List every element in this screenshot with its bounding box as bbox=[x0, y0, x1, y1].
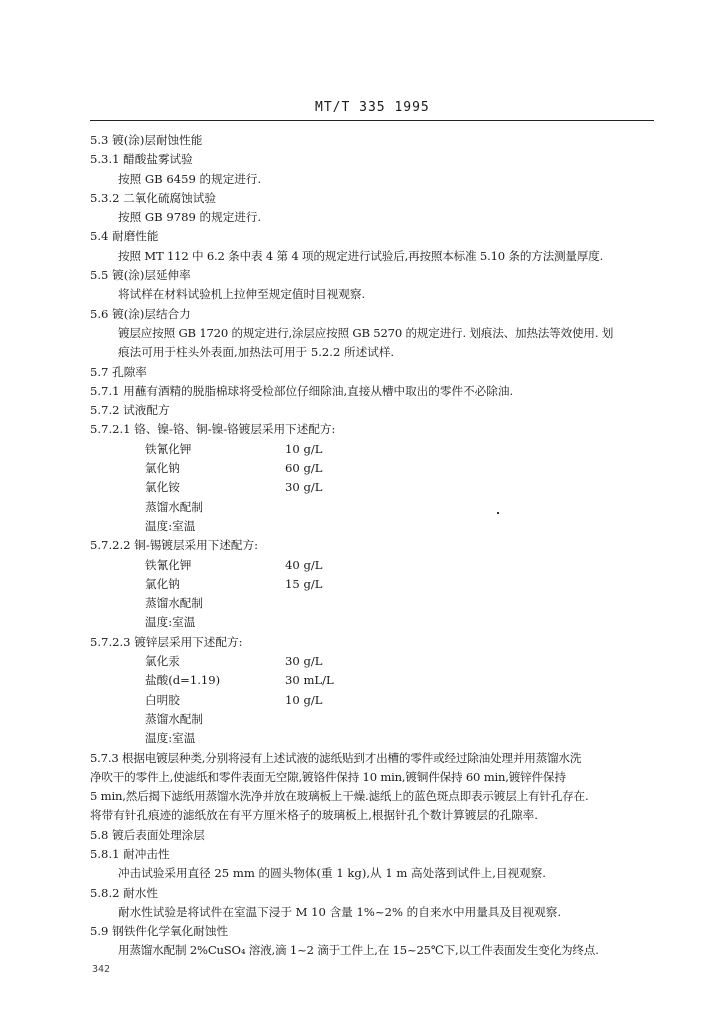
section-5-5-text: 将试样在材料试验机上拉伸至规定值时目视观察. bbox=[118, 287, 366, 302]
recipe1-value bbox=[285, 498, 365, 517]
section-5-7-3-line1: 5.7.3 根据电镀层种类,分别将浸有上述试液的滤纸贴到才出槽的零件或经过除油处理并用蒸馏水洗 bbox=[90, 750, 582, 765]
section-5-3-heading: 5.3 镀(涂)层耐蚀性能 bbox=[90, 133, 203, 147]
recipe3-row bbox=[90, 671, 656, 690]
section-5-4-heading: 5.4 耐磨性能 bbox=[90, 229, 159, 244]
recipe1-name: 氯化钠 bbox=[145, 461, 180, 476]
recipe2-name: 氯化钠 bbox=[145, 576, 180, 591]
section-5-5-heading: 5.5 镀(涂)层延伸率 bbox=[90, 268, 191, 283]
section-5-7-1-text: 5.7.1 用蘸有酒精的脱脂棉球将受检部位仔细除油,直接从槽中取出的零件不必除油. bbox=[90, 383, 514, 398]
recipe1-name: 铁氰化钾 bbox=[145, 441, 192, 456]
recipe1-name: 温度:室温 bbox=[145, 518, 196, 533]
section-5-6-text-line2: 痕法可用于柱头外表面,加热法可用于 5.2.2 所述试样. bbox=[118, 345, 395, 360]
section-5-8-1-text: 冲击试验采用直径 25 mm 的圆头物体(重 1 kg),从 1 m 高处落到试件上,目视观察. bbox=[118, 866, 546, 881]
recipe2-value: 40 g/L bbox=[285, 557, 323, 572]
recipe2-value bbox=[285, 594, 365, 613]
recipe1-row bbox=[90, 498, 656, 517]
recipe2-name: 蒸馏水配制 bbox=[145, 596, 203, 611]
recipe1-name: 蒸馏水配制 bbox=[145, 499, 203, 514]
page-number: 342 bbox=[92, 964, 111, 975]
section-5-7-2-1-heading: 5.7.2.1 铬、镍-铬、铜-镍-铬镀层采用下述配方: bbox=[90, 422, 336, 437]
section-5-9-text: 用蒸馏水配制 2%CuSO₄ 溶液,滴 1~2 滴于工件上,在 15~25℃下,以工件表面发生变化为终点. bbox=[118, 943, 599, 958]
section-5-7-3-line4: 将带有针孔痕迹的滤纸放在有平方厘米格子的玻璃板上,根据针孔个数计算镀层的孔隙率. bbox=[90, 808, 538, 823]
recipe3-name: 蒸馏水配制 bbox=[145, 711, 203, 726]
section-5-8-heading: 5.8 镀后表面处理涂层 bbox=[90, 827, 205, 842]
recipe1-row bbox=[90, 440, 656, 459]
section-5-7-2-3-heading: 5.7.2.3 镀锌层采用下述配方: bbox=[90, 634, 243, 649]
recipe2-row bbox=[90, 575, 656, 594]
section-5-8-1-heading: 5.8.1 耐冲击性 bbox=[90, 846, 170, 861]
section-5-7-2-heading: 5.7.2 试液配方 bbox=[90, 403, 170, 418]
section-5-6-heading: 5.6 镀(涂)层结合力 bbox=[90, 306, 191, 321]
section-5-4-text: 按照 MT 112 中 6.2 条中表 4 第 4 项的规定进行试验后,再按照本标准 5.10 条的方法测量厚度. bbox=[118, 248, 604, 263]
section-5-8-2-heading: 5.8.2 耐水性 bbox=[90, 885, 158, 900]
recipe3-name: 白明胶 bbox=[145, 692, 180, 707]
recipe1-value bbox=[285, 517, 365, 536]
section-5-3-2-text: 按照 GB 9789 的规定进行. bbox=[118, 210, 262, 225]
recipe2-row bbox=[90, 613, 656, 632]
recipe2-value: 15 g/L bbox=[285, 576, 323, 591]
recipe3-value: 10 g/L bbox=[285, 692, 323, 707]
recipe1-row bbox=[90, 517, 656, 536]
header-rule bbox=[90, 120, 654, 121]
recipe3-value: 30 g/L bbox=[285, 654, 323, 669]
recipe1-value: 10 g/L bbox=[285, 441, 323, 456]
recipe3-value bbox=[285, 729, 365, 748]
section-5-8-2-text: 耐水性试验是将试件在室温下浸于 M 10 含量 1%~2% 的自来水中用量具及目视观察. bbox=[118, 904, 562, 919]
recipe2-row bbox=[90, 556, 656, 575]
recipe3-value bbox=[285, 710, 365, 729]
recipe3-name: 盐酸(d=1.19) bbox=[145, 673, 221, 688]
standard-header: MT/T 335 1995 bbox=[315, 100, 430, 115]
section-5-7-2-2-heading: 5.7.2.2 铜-锡镀层采用下述配方: bbox=[90, 538, 259, 553]
section-5-6-text-line1: 镀层应按照 GB 1720 的规定进行,涂层应按照 GB 5270 的规定进行. 划痕法、加热法等效使用. 划 bbox=[118, 325, 614, 340]
recipe1-value: 60 g/L bbox=[285, 461, 323, 476]
section-5-7-heading: 5.7 孔隙率 bbox=[90, 364, 147, 379]
recipe1-name: 氯化铵 bbox=[145, 480, 180, 495]
recipe1-value: 30 g/L bbox=[285, 480, 323, 495]
recipe3-name: 氯化汞 bbox=[145, 654, 180, 669]
recipe2-row bbox=[90, 594, 656, 613]
document-body bbox=[90, 131, 656, 961]
recipe3-row bbox=[90, 652, 656, 671]
recipe3-row bbox=[90, 729, 656, 748]
recipe3-name: 温度:室温 bbox=[145, 731, 196, 746]
section-5-7-3-line2: 净吹干的零件上,使滤纸和零件表面无空隙,镀铬件保持 10 min,镀铜件保持 60 min,镀锌件保持 bbox=[90, 769, 566, 784]
recipe2-name: 温度:室温 bbox=[145, 615, 196, 630]
recipe3-value: 30 mL/L bbox=[285, 673, 334, 688]
section-5-3-1-text: 按照 GB 6459 的规定进行. bbox=[118, 171, 262, 186]
recipe2-value bbox=[285, 613, 365, 632]
section-5-7-3-line3: 5 min,然后揭下滤纸用蒸馏水洗净并放在玻璃板上干燥.滤纸上的蓝色斑点即表示镀层上有针孔存在. bbox=[90, 789, 589, 804]
recipe3-row bbox=[90, 691, 656, 710]
recipe1-row bbox=[90, 459, 656, 478]
section-5-3-2-heading: 5.3.2 二氧化硫腐蚀试验 bbox=[90, 190, 216, 205]
recipe3-row bbox=[90, 710, 656, 729]
section-5-9-heading: 5.9 钢铁件化学氧化耐蚀性 bbox=[90, 924, 229, 939]
recipe2-name: 铁氰化钾 bbox=[145, 557, 192, 572]
recipe1-row bbox=[90, 478, 656, 497]
section-5-3-1-heading: 5.3.1 醋酸盐雾试验 bbox=[90, 152, 193, 167]
